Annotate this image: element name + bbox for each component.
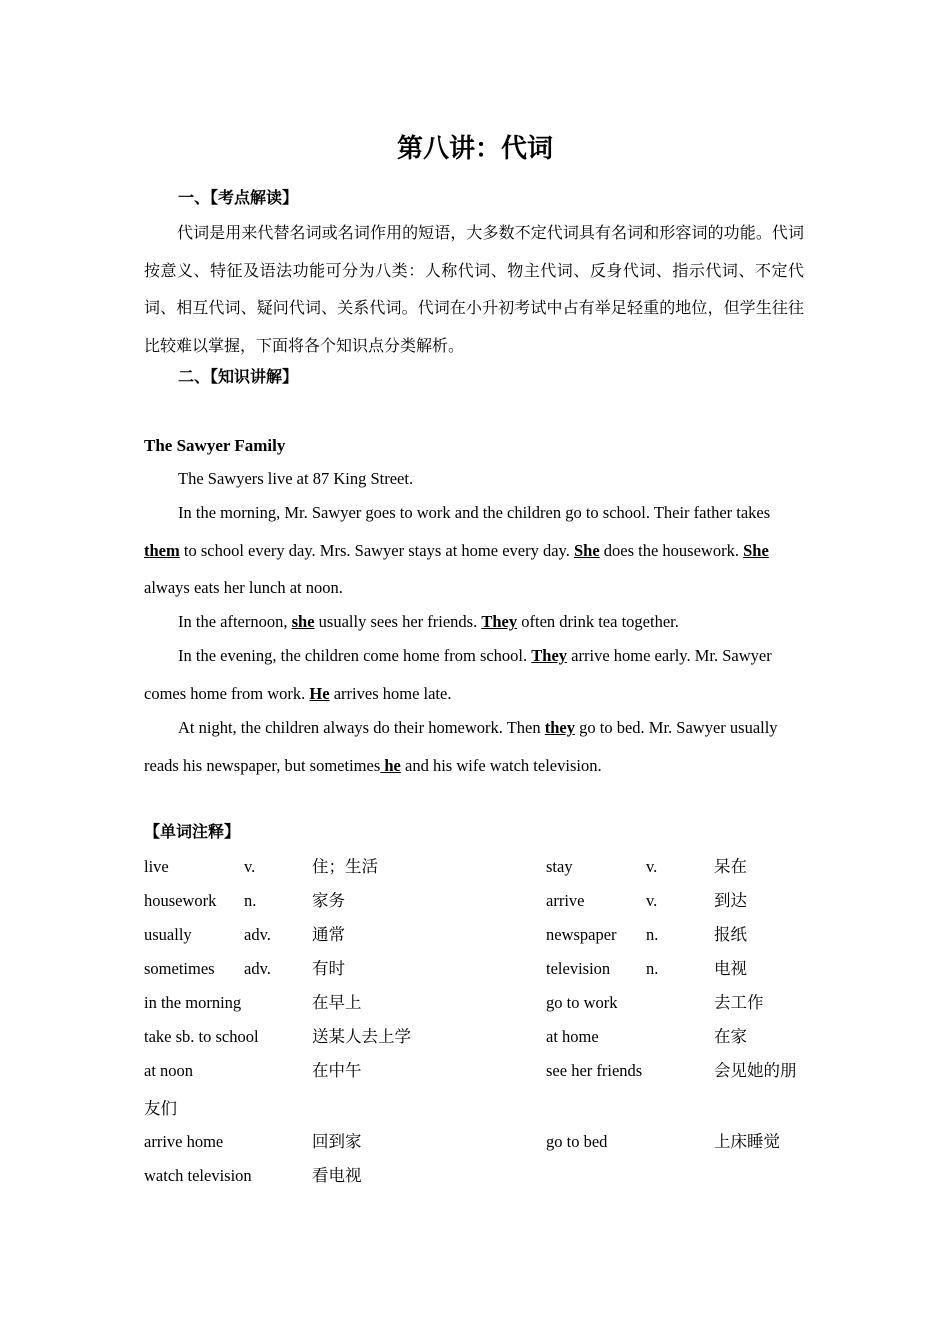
story-paragraph-1: The Sawyers live at 87 King Street. — [178, 469, 414, 488]
story-paragraph-3 — [144, 603, 794, 641]
vocab-meaning: 去工作 — [714, 993, 764, 1012]
pronoun-highlight: They — [481, 612, 518, 631]
vocab-pos: v. — [244, 857, 256, 876]
vocab-pos: adv. — [244, 959, 271, 978]
vocab-meaning: 会见她的朋 — [714, 1061, 797, 1080]
vocab-meaning: 报纸 — [714, 925, 747, 944]
text-run: arrive home early. Mr. Sawyer comes home from work. — [144, 646, 772, 703]
text-run: go to bed. Mr. Sawyer usually reads his newspaper, but sometimes — [144, 718, 778, 775]
pronoun-highlight: They — [531, 646, 568, 665]
vocab-meaning: 上床睡觉 — [714, 1132, 780, 1151]
pronoun-highlight: He — [309, 683, 330, 703]
section-heading-knowledge: 二、【知识讲解】 — [178, 369, 299, 386]
vocab-meaning: 在中午 — [312, 1061, 362, 1080]
text-run: At night, the children always do their homework. Then — [178, 718, 545, 737]
text-run: In the morning, Mr. Sawyer goes to work and the children go to school. Their father takes — [178, 503, 771, 522]
pronoun-highlight: She — [743, 540, 769, 560]
vocab-meaning: 通常 — [312, 925, 345, 944]
text-run: does the housework. — [599, 540, 744, 560]
text-run: usually sees her friends. — [314, 612, 482, 631]
vocab-word: stay — [546, 857, 573, 876]
vocab-phrase: watch television — [144, 1166, 252, 1185]
vocab-phrase: take sb. to school — [144, 1027, 259, 1046]
text-run: and his wife watch television. — [400, 755, 602, 775]
vocab-pos: n. — [646, 959, 659, 978]
text-run: arrives home late. — [329, 683, 452, 703]
vocab-meaning: 送某人去上学 — [312, 1027, 411, 1046]
vocab-pos: adv. — [244, 925, 271, 944]
story-paragraph-5 — [144, 709, 794, 784]
vocab-meaning: 到达 — [714, 891, 747, 910]
vocab-word: live — [144, 857, 169, 876]
vocab-meaning: 呆在 — [714, 857, 747, 876]
vocab-word: newspaper — [546, 925, 617, 944]
pronoun-highlight: he — [380, 755, 401, 775]
text-run: In the afternoon, — [178, 612, 292, 631]
vocab-meaning: 在早上 — [312, 993, 362, 1012]
vocab-phrase: go to work — [546, 993, 618, 1012]
vocab-word: television — [546, 959, 611, 978]
pronoun-highlight: them — [144, 540, 180, 560]
vocab-meaning: 看电视 — [312, 1166, 362, 1185]
vocab-pos: n. — [244, 891, 257, 910]
text-run: always eats her lunch at noon. — [144, 578, 343, 597]
vocab-pos: n. — [646, 925, 659, 944]
text-run: In the evening, the children come home from school. — [178, 646, 532, 665]
vocab-phrase: arrive home — [144, 1132, 224, 1151]
vocab-meaning: 在家 — [714, 1027, 747, 1046]
vocab-meaning: 回到家 — [312, 1132, 362, 1151]
vocab-meaning-continuation: 友们 — [144, 1099, 177, 1118]
vocab-phrase: in the morning — [144, 993, 242, 1012]
vocab-phrase: at home — [546, 1027, 599, 1046]
vocab-pos: v. — [646, 891, 658, 910]
page-title: 第八讲：代词 — [396, 134, 553, 163]
intro-paragraph: 代词是用来代替名词或名词作用的短语，大多数不定代词具有名词和形容词的功能。代词按意义、特征及语法功能可分为八类：人称代词、物主代词、反身代词、指示代词、不定代词、相互代词、疑问代词、关系代词。代词在小升初考试中占有举足轻重的地位，但学生往往比较难以掌握，下面将各个知识点分类解析。 — [144, 225, 804, 355]
section-heading-exam-points: 一、【考点解读】 — [178, 190, 299, 207]
pronoun-highlight: she — [291, 612, 315, 631]
vocab-phrase: at noon — [144, 1061, 194, 1080]
vocab-meaning: 电视 — [714, 959, 747, 978]
vocab-pos: v. — [646, 857, 658, 876]
story-title: The Sawyer Family — [144, 436, 286, 455]
vocab-word: arrive — [546, 891, 585, 910]
text-run: often drink tea together. — [517, 612, 679, 631]
story-paragraph-4 — [144, 637, 794, 712]
text-run: to school every day. Mrs. Sawyer stays at home every day. — [179, 540, 574, 560]
vocab-meaning: 住；生活 — [312, 857, 378, 876]
pronoun-highlight: She — [573, 540, 600, 560]
vocab-heading: 【单词注释】 — [144, 824, 241, 841]
vocab-phrase: see her friends — [546, 1061, 643, 1080]
vocab-meaning: 有时 — [312, 959, 345, 978]
vocab-word: usually — [144, 925, 192, 944]
vocab-word: sometimes — [144, 959, 215, 978]
vocab-word: housework — [144, 891, 217, 910]
story-paragraph-2 — [144, 494, 794, 607]
pronoun-highlight: they — [544, 718, 575, 737]
vocab-phrase: go to bed — [546, 1132, 608, 1151]
vocab-meaning: 家务 — [312, 891, 345, 910]
